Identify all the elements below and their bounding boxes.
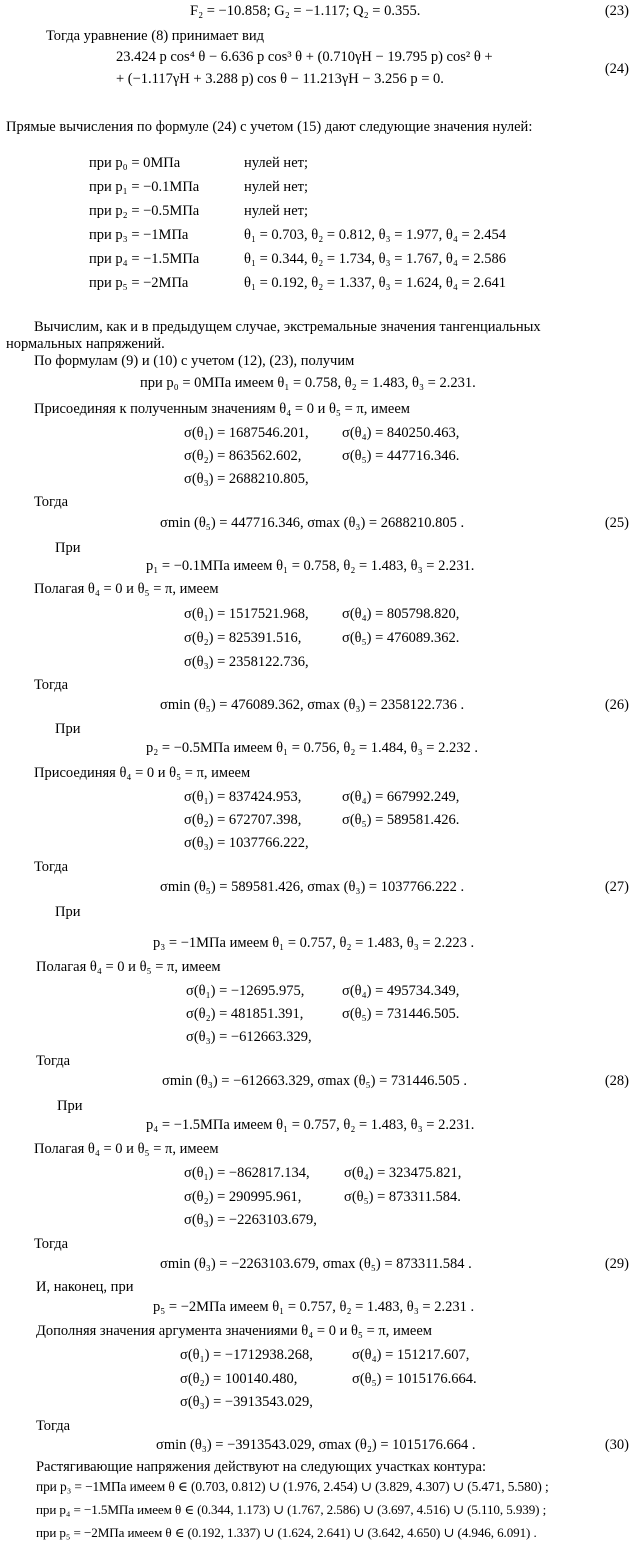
eq-27: σmin (θ₅) = 589581.426, σmax (θ₃) = 1037766.222 . [160, 879, 465, 895]
sigma-p3-1: σ(θ₁) = −12695.975, [186, 983, 305, 999]
when-p2: При [55, 721, 81, 737]
sigma-p2-2: σ(θ₂) = 672707.398, [184, 812, 302, 828]
sigma-p4-5: σ(θ₅) = 873311.584. [344, 1189, 461, 1205]
eq-26: σmin (θ₅) = 476089.362, σmax (θ₃) = 2358122.736 . [160, 697, 465, 713]
sigma-p1-2: σ(θ₂) = 825391.516, [184, 630, 302, 646]
then-30: Тогда [36, 1418, 71, 1434]
zeros-p1-value: нулей нет; [244, 179, 308, 195]
when-p1: При [55, 540, 81, 556]
setting-p3: Полагая θ₄ = 0 и θ₅ = π, имеем [36, 959, 221, 975]
eq-28: σmin (θ₃) = −612663.329, σmax (θ₅) = 731446.505 . [162, 1073, 468, 1089]
eq-30: σmin (θ₃) = −3913543.029, σmax (θ₂) = 1015176.664 . [156, 1437, 476, 1453]
sigma-p0-1: σ(θ₁) = 1687546.201, [184, 425, 309, 441]
zeros-p4-value: θ₁ = 0.344, θ₂ = 1.734, θ₃ = 1.767, θ₄ = 2.586 [244, 251, 506, 267]
sigma-p5-1: σ(θ₁) = −1712938.268, [180, 1347, 313, 1363]
sigma-p1-3: σ(θ₃) = 2358122.736, [184, 654, 309, 670]
eq-25: σmin (θ₅) = 447716.346, σmax (θ₃) = 2688210.805 . [160, 515, 465, 531]
sigma-p3-5: σ(θ₅) = 731446.505. [342, 1006, 460, 1022]
joining-p0: Присоединяя к полученным значениям θ₄ = 0 и θ₅ = π, имеем [34, 401, 410, 417]
zeros-p4-label: при p₄ = −1.5МПа [89, 251, 200, 267]
supplementing-p5: Дополняя значения аргумента значениями θ₄ = 0 и θ₅ = π, имеем [36, 1323, 432, 1339]
p0-theta-values: при p₀ = 0МПа имеем θ₁ = 0.758, θ₂ = 1.483, θ₃ = 2.231. [140, 375, 476, 391]
eq-23-values: F₂ = −10.858; G₂ = −1.117; Q₂ = 0.355. [190, 3, 421, 19]
tensile-p4: при p₄ = −1.5МПа имеем θ ∈ (0.344, 1.173) ∪ (1.767, 2.586) ∪ (3.697, 4.516) ∪ (5.110, 5.939) ; [36, 1502, 547, 1517]
sigma-p4-1: σ(θ₁) = −862817.134, [184, 1165, 310, 1181]
equation-number-25: (25) [604, 515, 629, 531]
paragraph-extremal-cont: нормальных напряжений. [6, 336, 165, 352]
intro-line: Тогда уравнение (8) принимает вид [46, 28, 264, 44]
sigma-p3-2: σ(θ₂) = 481851.391, [186, 1006, 304, 1022]
paragraph-zeros-intro: Прямые вычисления по формуле (24) с учетом (15) дают следующие значения нулей: [6, 119, 533, 135]
sigma-p2-4: σ(θ₄) = 667992.249, [342, 789, 460, 805]
then-26: Тогда [34, 677, 69, 693]
zeros-p3-label: при p₃ = −1МПа [89, 227, 189, 243]
sigma-p3-4: σ(θ₄) = 495734.349, [342, 983, 460, 999]
then-27: Тогда [34, 859, 69, 875]
eq-24-line2: + (−1.117γH + 3.288 p) cos θ − 11.213γH − 3.256 p = 0. [116, 71, 444, 87]
zeros-p0-value: нулей нет; [244, 155, 308, 171]
sigma-p1-4: σ(θ₄) = 805798.820, [342, 606, 460, 622]
equation-number-26: (26) [604, 697, 629, 713]
zeros-p2-value: нулей нет; [244, 203, 308, 219]
sigma-p5-2: σ(θ₂) = 100140.480, [180, 1371, 298, 1387]
equation-number-27: (27) [604, 879, 629, 895]
eq-29: σmin (θ₃) = −2263103.679, σmax (θ₅) = 873311.584 . [160, 1256, 472, 1272]
then-29: Тогда [34, 1236, 69, 1252]
tensile-p3: при p₃ = −1МПа имеем θ ∈ (0.703, 0.812) ∪ (1.976, 2.454) ∪ (3.829, 4.307) ∪ (5.471, 5.580) ; [36, 1479, 549, 1494]
setting-p1: Полагая θ₄ = 0 и θ₅ = π, имеем [34, 581, 219, 597]
zeros-p0-label: при p₀ = 0МПа [89, 155, 181, 171]
sigma-p1-5: σ(θ₅) = 476089.362. [342, 630, 460, 646]
sigma-p0-5: σ(θ₅) = 447716.346. [342, 448, 460, 464]
then-25: Тогда [34, 494, 69, 510]
equation-number-23: (23) [604, 3, 629, 19]
equation-number-28: (28) [604, 1073, 629, 1089]
sigma-p0-3: σ(θ₃) = 2688210.805, [184, 471, 309, 487]
p2-theta-values: p₂ = −0.5МПа имеем θ₁ = 0.756, θ₂ = 1.484, θ₃ = 2.232 . [146, 740, 478, 756]
finally-p5: И, наконец, при [36, 1279, 134, 1295]
zeros-p2-label: при p₂ = −0.5МПа [89, 203, 200, 219]
sigma-p0-4: σ(θ₄) = 840250.463, [342, 425, 460, 441]
sigma-p0-2: σ(θ₂) = 863562.602, [184, 448, 302, 464]
zeros-p1-label: при p₁ = −0.1МПа [89, 179, 200, 195]
sigma-p5-3: σ(θ₃) = −3913543.029, [180, 1394, 313, 1410]
zeros-p5-label: при p₅ = −2МПа [89, 275, 189, 291]
tensile-p5: при p₅ = −2МПа имеем θ ∈ (0.192, 1.337) ∪ (1.624, 2.641) ∪ (3.642, 4.650) ∪ (4.946, 6.091) . [36, 1525, 537, 1540]
sigma-p4-4: σ(θ₄) = 323475.821, [344, 1165, 462, 1181]
setting-p4: Полагая θ₄ = 0 и θ₅ = π, имеем [34, 1141, 219, 1157]
formulas-intro: По формулам (9) и (10) с учетом (12), (23), получим [34, 353, 355, 369]
equation-number-24: (24) [604, 61, 629, 77]
sigma-p2-5: σ(θ₅) = 589581.426. [342, 812, 460, 828]
p3-theta-values: p₃ = −1МПа имеем θ₁ = 0.757, θ₂ = 1.483, θ₃ = 2.223 . [153, 935, 475, 951]
equation-number-29: (29) [604, 1256, 629, 1272]
then-28: Тогда [36, 1053, 71, 1069]
p5-theta-values: p₅ = −2МПа имеем θ₁ = 0.757, θ₂ = 1.483, θ₃ = 2.231 . [153, 1299, 475, 1315]
sigma-p5-4: σ(θ₄) = 151217.607, [352, 1347, 470, 1363]
zeros-p3-value: θ₁ = 0.703, θ₂ = 0.812, θ₃ = 1.977, θ₄ = 2.454 [244, 227, 506, 243]
zeros-p5-value: θ₁ = 0.192, θ₂ = 1.337, θ₃ = 1.624, θ₄ = 2.641 [244, 275, 506, 291]
sigma-p1-1: σ(θ₁) = 1517521.968, [184, 606, 309, 622]
sigma-p5-5: σ(θ₅) = 1015176.664. [352, 1371, 477, 1387]
sigma-p3-3: σ(θ₃) = −612663.329, [186, 1029, 312, 1045]
sigma-p2-3: σ(θ₃) = 1037766.222, [184, 835, 309, 851]
sigma-p4-2: σ(θ₂) = 290995.961, [184, 1189, 302, 1205]
joining-p2: Присоединяя θ₄ = 0 и θ₅ = π, имеем [34, 765, 251, 781]
tensile-stress-intro: Растягивающие напряжения действуют на следующих участках контура: [36, 1459, 486, 1475]
p1-theta-values: p₁ = −0.1МПа имеем θ₁ = 0.758, θ₂ = 1.483, θ₃ = 2.231. [146, 558, 475, 574]
eq-24-line1: 23.424 p cos⁴ θ − 6.636 p cos³ θ + (0.710γH − 19.795 p) cos² θ + [116, 49, 493, 65]
when-p3: При [55, 904, 81, 920]
paragraph-extremal: Вычислим, как и в предыдущем случае, экстремальные значения тангенциальных [34, 319, 541, 335]
equation-number-30: (30) [604, 1437, 629, 1453]
when-p4: При [57, 1098, 83, 1114]
p4-theta-values: p₄ = −1.5МПа имеем θ₁ = 0.757, θ₂ = 1.483, θ₃ = 2.231. [146, 1117, 475, 1133]
sigma-p2-1: σ(θ₁) = 837424.953, [184, 789, 302, 805]
sigma-p4-3: σ(θ₃) = −2263103.679, [184, 1212, 317, 1228]
